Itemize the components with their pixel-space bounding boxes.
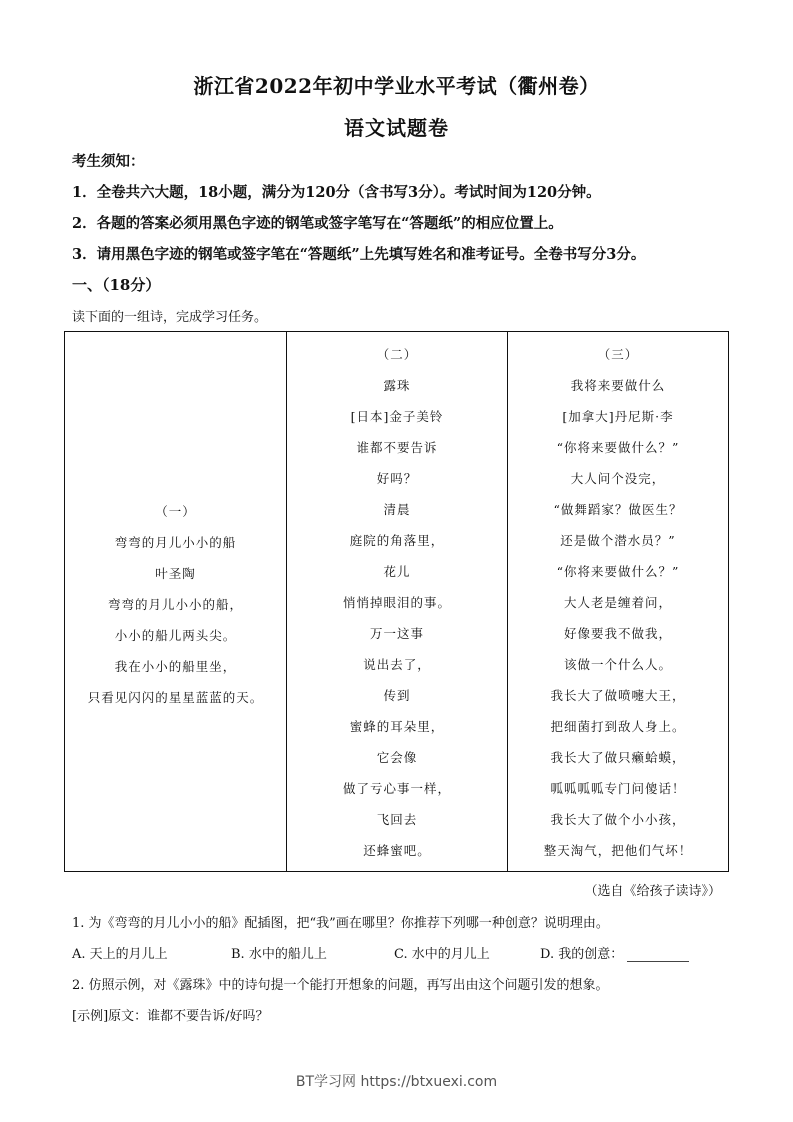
poem-column-1	[65, 332, 287, 871]
poem-line: 做了亏心事一样，	[342, 781, 451, 796]
poem-line: “做舞蹈家？做医生？	[553, 502, 683, 517]
poem-line: 小小的船儿两头尖。	[114, 628, 237, 643]
poem-line: “你将来要做什么？”	[556, 564, 680, 579]
question-1: 1. 为《弯弯的月儿小小的船》配插图，把“我”画在哪里？你推荐下列哪一种创意？说明理由。	[72, 916, 609, 931]
poem-number: （二）	[376, 347, 418, 362]
poem-line: 庭院的角落里，	[349, 533, 445, 548]
poem-line: 好吗？	[376, 471, 418, 486]
poem-line: 清晨	[383, 502, 411, 517]
poem-line: 把细菌打到敌人身上。	[550, 719, 686, 734]
section-heading: 一、（18分）	[72, 276, 161, 294]
poem-line: 大人老是缠着问，	[563, 595, 672, 610]
poem-author: [日本]金子美铃	[350, 409, 444, 424]
poem-table	[64, 331, 729, 872]
poem-number: （三）	[597, 347, 639, 362]
poem-line: 说出去了，	[363, 657, 431, 672]
poem-line: 蜜蜂的耳朵里，	[349, 719, 445, 734]
poem-line: 我在小小的船里坐，	[114, 659, 237, 674]
poem-number: （一）	[155, 504, 196, 519]
exam-subtitle: 语文试题卷	[344, 116, 449, 140]
exam-title: 浙江省2022年初中学业水平考试（衢州卷）	[193, 74, 600, 98]
poem-author: [加拿大]丹尼斯·李	[562, 409, 674, 424]
question-2-example: [示例]原文：谁都不要告诉/好吗？	[72, 1009, 269, 1024]
answer-blank	[627, 949, 689, 962]
poem-line: 我长大了做个小小孩，	[550, 812, 686, 827]
source-note: （选自《给孩子读诗》）	[584, 884, 721, 899]
poem-line: 该做一个什么人。	[563, 657, 672, 672]
poem-line: 谁都不要告诉	[356, 440, 438, 455]
poem-line: 万一这事	[369, 626, 424, 641]
poem-line: “你将来要做什么？”	[556, 440, 680, 455]
notice-item: 1．全卷共六大题，18小题，满分为120分（含书写3分）。考试时间为120分钟。	[72, 184, 601, 201]
poem-column-3	[508, 332, 728, 871]
poem-title: 弯弯的月儿小小的船	[114, 535, 237, 550]
poem-line: 大人问个没完，	[570, 471, 666, 486]
poem-line: 好像要我不做我，	[563, 626, 672, 641]
poem-author: 叶圣陶	[155, 566, 196, 581]
poem-line: 还是做个潜水员？”	[560, 533, 676, 548]
poem-line: 它会像	[376, 750, 418, 765]
poem-title: 我将来要做什么	[570, 378, 666, 393]
poem-line: 飞回去	[376, 812, 418, 827]
poem-line: 我长大了做喷嚏大王，	[550, 688, 686, 703]
option-d-label: D. 我的创意：	[540, 947, 624, 962]
notice-item: 2．各题的答案必须用黑色字迹的钢笔或签字笔写在“答题纸”的相应位置上。	[72, 215, 563, 232]
notice-heading: 考生须知：	[72, 153, 145, 170]
poem-line: 整天淘气，把他们气坏！	[543, 843, 693, 858]
poem-line: 呱呱呱呱专门问傻话！	[550, 781, 686, 796]
watermark: BT学习网 https://btxuexi.com	[295, 1074, 498, 1090]
poem-line: 还蜂蜜吧。	[363, 843, 431, 858]
poem-line: 只看见闪闪的星星蓝蓝的天。	[87, 690, 264, 705]
option-d	[540, 943, 689, 962]
option-b: B. 水中的船儿上	[231, 947, 327, 962]
option-c: C. 水中的月儿上	[394, 947, 490, 962]
question-2: 2. 仿照示例，对《露珠》中的诗句提一个能打开想象的问题，再写出由这个问题引发的想象。	[72, 978, 609, 993]
poem-line: 我长大了做只癞蛤蟆，	[550, 750, 686, 765]
poem-line: 悄悄掉眼泪的事。	[342, 595, 451, 610]
poem-column-2	[287, 332, 508, 871]
poem-line: 传到	[383, 688, 411, 703]
poem-line: 弯弯的月儿小小的船，	[107, 597, 243, 612]
poem-line: 花儿	[383, 564, 411, 579]
notice-item: 3．请用黑色字迹的钢笔或签字笔在“答题纸”上先填写姓名和准考证号。全卷书写分3分。	[72, 246, 646, 263]
section-instruction: 读下面的一组诗，完成学习任务。	[72, 310, 268, 325]
poem-title: 露珠	[383, 378, 411, 393]
option-a: A. 天上的月儿上	[72, 947, 168, 962]
